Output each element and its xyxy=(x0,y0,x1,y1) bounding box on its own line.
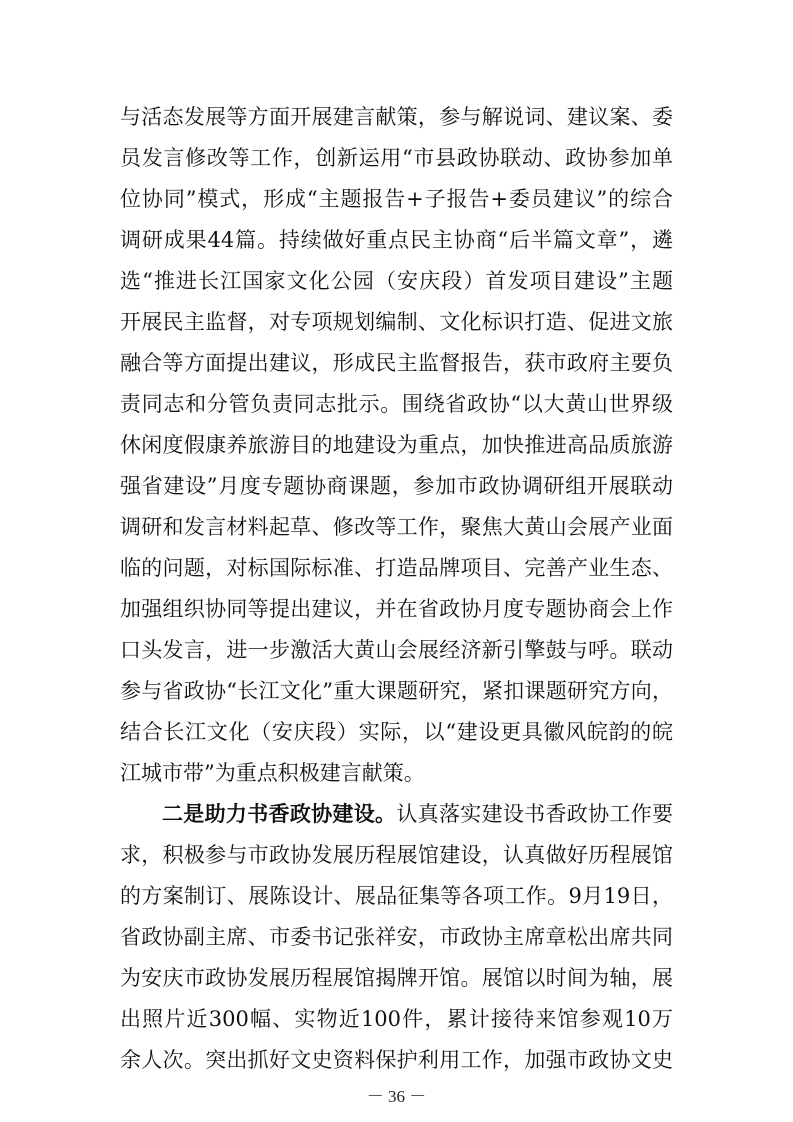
section-line-2: 的方案制订、展陈设计、展品征集等各项工作。9月19日， xyxy=(120,884,673,908)
page-number: － 36 － xyxy=(366,1087,427,1106)
text-line-12: 临的问题，对标国际标准、打造品牌项目、完善产业生态、 xyxy=(120,556,673,580)
text-line-8: 责同志和分管负责同志批示。围绕省政协“以大黄山世界级 xyxy=(120,392,673,416)
text-line-1: 与活态发展等方面开展建言献策，参与解说词、建议案、委 xyxy=(120,105,673,129)
text-line-17: 江城市带”为重点积极建言献策。 xyxy=(120,761,425,785)
section-line-3: 省政协副主席、市委书记张祥安，市政协主席章松出席共同 xyxy=(120,925,673,949)
text-line-4: 调研成果44篇。持续做好重点民主协商“后半篇文章”，遴 xyxy=(120,228,673,252)
section-heading: 二是助力书香政协建设。 xyxy=(162,802,397,826)
text-line-14: 口头发言，进一步激活大黄山会展经济新引擎鼓与呼。联动 xyxy=(120,638,673,662)
text-line-7: 融合等方面提出建议，形成民主监督报告，获市政府主要负 xyxy=(120,351,673,375)
text-line-5: 选“推进长江国家文化公园（安庆段）首发项目建设”主题 xyxy=(120,269,673,293)
text-line-6: 开展民主监督，对专项规划编制、文化标识打造、促进文旅 xyxy=(120,310,673,334)
text-line-3: 位协同”模式，形成“主题报告+子报告+委员建议”的综合 xyxy=(120,187,673,211)
section-first-line-text: 认真落实建设书香政协工作要 xyxy=(396,802,674,826)
section-line-1: 求，积极参与市政协发展历程展馆建设，认真做好历程展馆 xyxy=(120,843,673,867)
section-line-4: 为安庆市政协发展历程展馆揭牌开馆。展馆以时间为轴，展 xyxy=(120,966,673,990)
text-line-13: 加强组织协同等提出建议，并在省政协月度专题协商会上作 xyxy=(120,597,673,621)
text-line-2: 员发言修改等工作，创新运用“市县政协联动、政协参加单 xyxy=(120,146,673,170)
text-line-15: 参与省政协“长江文化”重大课题研究，紧扣课题研究方向， xyxy=(120,679,673,703)
section-line-6: 余人次。突出抓好文史资料保护利用工作，加强市政协文史 xyxy=(120,1048,673,1072)
text-line-9: 休闲度假康养旅游目的地建设为重点，加快推进高品质旅游 xyxy=(120,433,673,457)
section-first-line xyxy=(162,794,673,834)
section-line-5: 出照片近300幅、实物近100件，累计接待来馆参观10万 xyxy=(120,1007,673,1031)
text-line-16: 结合长江文化（安庆段）实际，以“建设更具徽风皖韵的皖 xyxy=(120,720,673,744)
text-line-11: 调研和发言材料起草、修改等工作，聚焦大黄山会展产业面 xyxy=(120,515,673,539)
text-line-10: 强省建设”月度专题协商课题，参加市政协调研组开展联动 xyxy=(120,474,673,498)
